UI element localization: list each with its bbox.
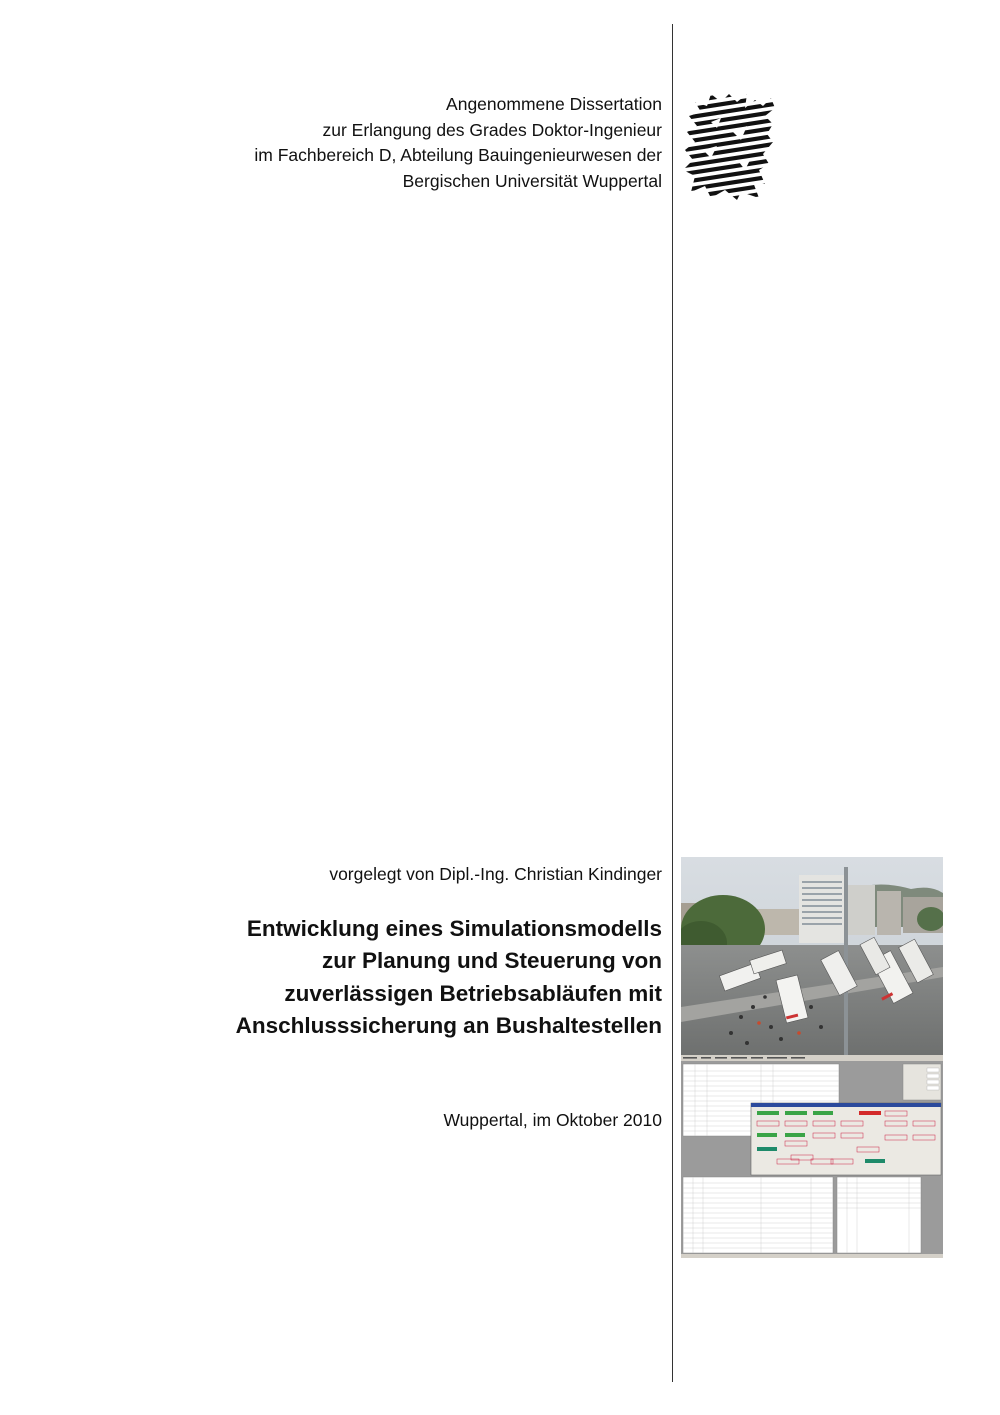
dissertation-title	[236, 913, 662, 1042]
title-line-1: Entwicklung eines Simulationsmodells	[246, 916, 662, 941]
simulation-software-screenshot	[681, 1055, 943, 1258]
title-line-3: zuverlässigen Betriebsabläufen mit	[284, 980, 662, 1006]
title-line-2: zur Planung und Steuerung von	[322, 948, 662, 974]
place-and-date: Wuppertal, im Oktober 2010	[443, 1110, 662, 1130]
intro-line-2: zur Erlangung des Grades Doktor-Ingenieur	[322, 119, 662, 140]
intro-line-4: Bergischen Universität Wuppertal	[402, 170, 662, 191]
author-line: vorgelegt von Dipl.-Ing. Christian Kindinger	[329, 864, 662, 884]
intro-line-3: im Fachbereich D, Abteilung Bauingenieurwesen der	[254, 145, 662, 165]
vertical-divider	[672, 24, 673, 1382]
dissertation-intro	[254, 92, 662, 194]
title-line-4: Anschlusssicherung an Bushaltestellen	[235, 1012, 662, 1038]
intro-line-1: Angenommene Dissertation	[446, 94, 662, 114]
university-lion-crest-icon	[681, 92, 777, 200]
bus-station-photo	[681, 857, 943, 1055]
